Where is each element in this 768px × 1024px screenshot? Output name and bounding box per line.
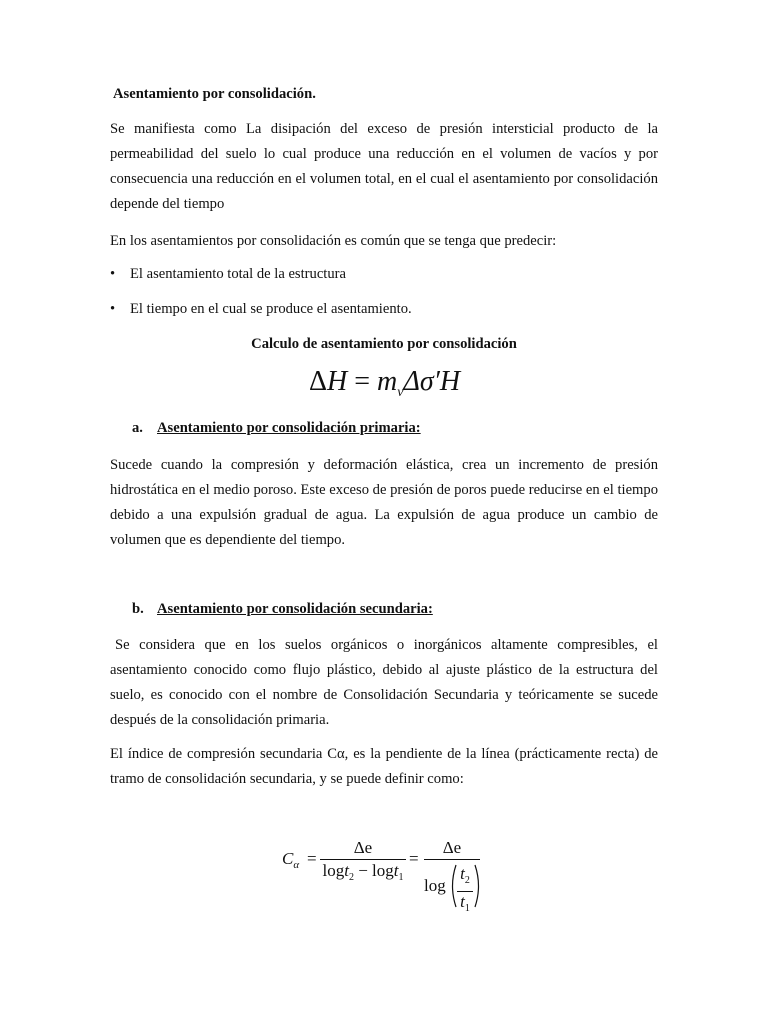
minus-sign: − <box>353 861 373 880</box>
log-text: log <box>322 861 345 880</box>
log-text: log <box>424 876 446 895</box>
calc-heading: Calculo de asentamiento por consolidación <box>251 336 517 352</box>
predict-intro-paragraph: En los asentamientos por consolidación es común que se tenga que predecir: <box>110 233 557 249</box>
fraction-2-denominator <box>424 864 480 914</box>
bullet-text: El asentamiento total de la estructura <box>130 266 346 282</box>
right-paren-icon <box>473 864 483 908</box>
formula-h: H <box>327 366 348 397</box>
t-symbol: t <box>460 892 465 911</box>
section-a-paragraph: Sucede cuando la compresión y deformación elástica, crea un incremento de presión hidrostática en el medio poroso. Este exceso de presión de poros puede reducirse en el tiempo debido a una expulsión gradual de agua. La expulsión de agua produce un cambio de volumen que es dependiente del tiempo. <box>110 457 658 548</box>
settlement-formula <box>309 366 460 401</box>
formula-equals-2: = <box>409 849 419 868</box>
formula-m: m <box>377 366 398 397</box>
bullet-icon: • <box>110 301 116 317</box>
t-subscript: 2 <box>348 872 354 883</box>
t-ratio <box>457 864 473 919</box>
section-a-title: Asentamiento por consolidación primaria: <box>157 420 421 436</box>
section-b-title: Asentamiento por consolidación secundaria: <box>157 601 433 617</box>
intro-paragraph: Se manifiesta como La disipación del exceso de presión intersticial producto de la permeabilidad del suelo lo cual produce una reducción en el volumen de vacíos y por consecuencia una reducción en el volumen total, en el cual el asentamiento por consolidación depende del tiempo <box>110 121 658 212</box>
fraction-2-numerator: Δe <box>442 838 462 857</box>
fraction-2-bar <box>424 859 480 860</box>
formula-v: v <box>397 385 404 400</box>
formula-equals: = <box>347 366 378 397</box>
formula-equals-1: = <box>307 849 317 868</box>
fraction-1-bar <box>320 859 406 860</box>
formula-c-alpha <box>282 849 299 871</box>
section-b-letter: b. <box>132 601 144 617</box>
bullet-text: El tiempo en el cual se produce el asentamiento. <box>130 301 412 317</box>
fraction-1-numerator: Δe <box>353 838 373 857</box>
section-a-letter: a. <box>132 420 143 436</box>
secondary-index-formula <box>282 838 502 918</box>
formula-alpha: α <box>293 859 300 871</box>
t-symbol: t <box>393 861 399 880</box>
bullet-icon: • <box>110 266 116 282</box>
t-subscript: 2 <box>464 875 470 886</box>
t-symbol: t <box>344 861 349 880</box>
formula-delta: Δ <box>309 366 328 397</box>
section-a-heading <box>132 420 421 437</box>
t-subscript: 1 <box>464 903 470 914</box>
t-symbol: t <box>460 864 465 883</box>
fraction-1-denominator <box>320 861 406 888</box>
formula-delta-sigma: Δσ′ <box>403 366 440 397</box>
section-b-heading <box>132 601 433 618</box>
formula-fraction-2 <box>424 838 480 914</box>
document-title: Asentamiento por consolidación. <box>113 86 316 102</box>
t-subscript: 1 <box>398 872 404 883</box>
section-b-paragraph: Se considera que en los suelos orgánicos o inorgánicos altamente compresibles, el asentamiento conocido como flujo plástico, debido al ajuste plástico de la estructura del suelo, es conocido con el nombre de Consolidación Secundaria y teóricamente se sucede después de la consolidación primaria. <box>110 637 658 728</box>
formula-c: C <box>282 849 294 868</box>
log-text: log <box>372 861 394 880</box>
index-paragraph: El índice de compresión secundaria Cα, es la pendiente de la línea (prácticamente recta) de tramo de consolidación secundaria, y se puede definir como: <box>110 746 658 787</box>
formula-fraction-1 <box>320 838 406 888</box>
formula-h2: H <box>439 366 461 397</box>
